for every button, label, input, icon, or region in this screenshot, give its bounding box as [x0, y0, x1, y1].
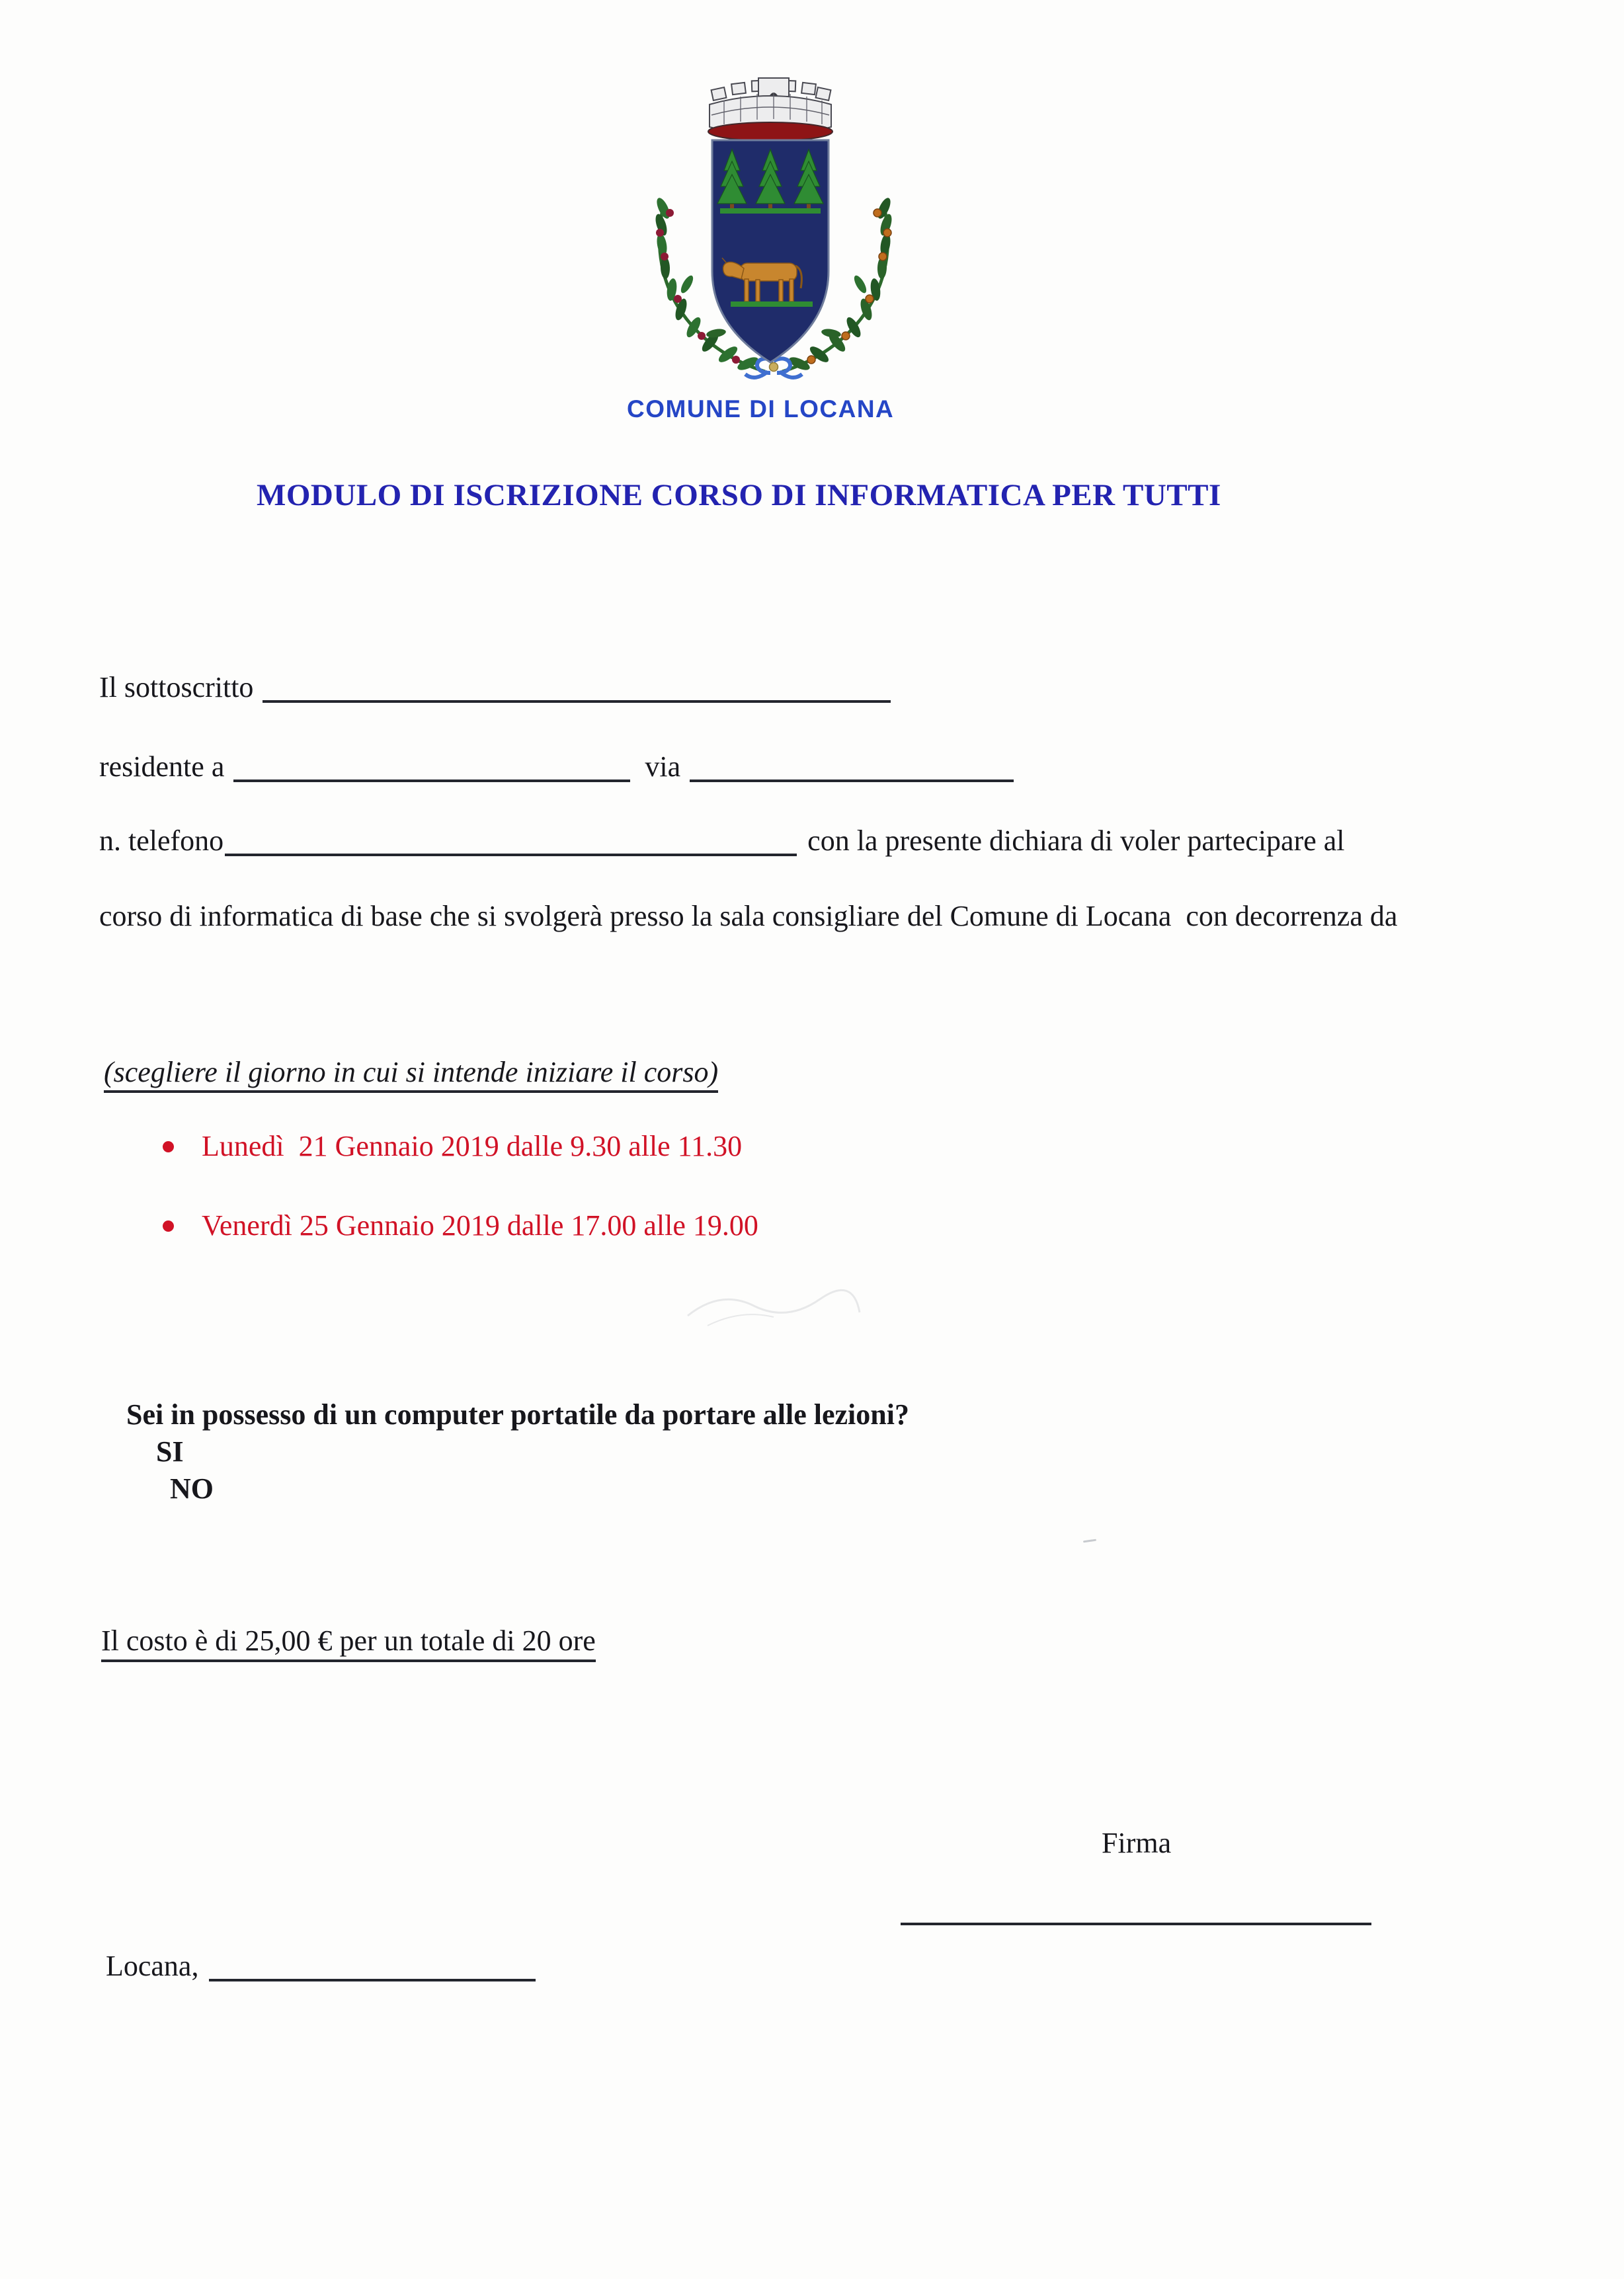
heraldic-shield: [712, 140, 829, 362]
residence-line: [99, 748, 1014, 785]
upper-grass-strip: [720, 208, 821, 214]
answer-yes: SI: [156, 1435, 184, 1468]
scan-artifact: [1083, 1539, 1096, 1543]
course-option-label: Lunedì 21 Gennaio 2019 dalle 9.30 alle 11.30: [202, 1130, 743, 1162]
phone-blank: [225, 854, 797, 856]
bullet-icon: [163, 1141, 174, 1152]
signature-blank: [901, 1923, 1371, 1925]
course-option-monday: [163, 1128, 742, 1165]
phone-label: n. telefono: [99, 824, 224, 857]
laptop-question-text: Sei in possesso di un computer portatile da portare alle lezioni?: [126, 1398, 909, 1431]
cost-line: [101, 1622, 596, 1659]
residence-label: residente a: [99, 750, 225, 783]
bullet-icon: [163, 1220, 174, 1232]
place-date-line: [106, 1948, 536, 1985]
date-blank: [209, 1979, 536, 1981]
subscriber-label: Il sottoscritto: [99, 671, 254, 703]
course-option-friday: [163, 1207, 758, 1244]
phone-line: [99, 822, 1345, 860]
declaration-text: con la presente dichiara di voler partecipare al: [807, 824, 1345, 857]
page-title: MODULO DI ISCRIZIONE CORSO DI INFORMATICA PER TUTTI: [257, 478, 1221, 512]
fir-trees: [717, 149, 823, 210]
scan-artifact-pencil-mark: [681, 1276, 866, 1336]
subscriber-line: [99, 669, 891, 706]
choose-day-note: [104, 1054, 718, 1091]
answer-no: NO: [170, 1472, 214, 1505]
mural-crown: [708, 78, 832, 141]
residence-city-blank: [233, 780, 630, 782]
locana-coat-of-arms: [618, 66, 929, 383]
course-option-label: Venerdì 25 Gennaio 2019 dalle 17.00 alle 19.00: [202, 1209, 758, 1242]
course-paragraph: corso di informatica di base che si svolgerà presso la sala consigliare del Comune di Locana con decorrenza da: [99, 900, 1398, 932]
signature-label: Firma: [1102, 1827, 1172, 1859]
choose-day-note-text: (scegliere il giorno in cui si intende iniziare il corso): [104, 1056, 718, 1093]
lower-grass-strip: [731, 301, 813, 307]
cost-note-text: Il costo è di 25,00 € per un totale di 20 ore: [101, 1624, 596, 1662]
street-blank: [690, 780, 1014, 782]
place-label: Locana,: [106, 1950, 199, 1982]
subscriber-name-blank: [263, 700, 891, 703]
municipality-name: COMUNE DI LOCANA: [627, 395, 895, 422]
laptop-question-line: [97, 1359, 909, 1544]
crown-cap: [708, 122, 832, 141]
street-label: via: [645, 750, 681, 783]
